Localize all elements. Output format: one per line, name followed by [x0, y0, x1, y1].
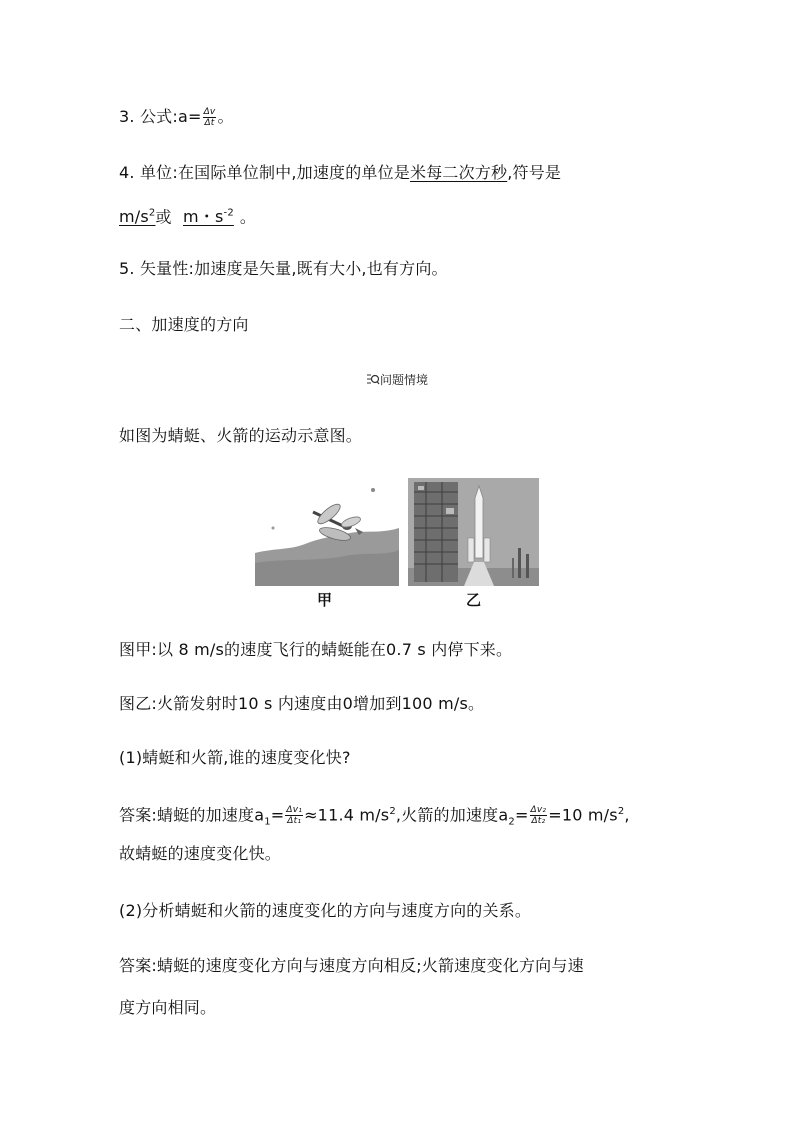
- unit-symbol-1-exp: 2: [148, 208, 156, 219]
- exponent-2: 2: [617, 806, 625, 817]
- subscript-2: 2: [508, 816, 515, 828]
- fraction-2: [530, 805, 548, 826]
- figure-a-description: 图甲:以 8 m/s的速度飞行的蜻蜓能在0.7 s 内停下来。: [119, 640, 513, 659]
- scenario-label: 问题情境: [379, 373, 428, 387]
- figure-b-description: 图乙:火箭发射时10 s 内速度由0增加到100 m/s。: [119, 694, 485, 713]
- subscript-1: 1: [264, 816, 271, 828]
- unit-line-2: [119, 204, 256, 227]
- fraction-1-denominator: Δt₁: [287, 816, 302, 827]
- caption-jia: 甲: [317, 591, 333, 609]
- unit-symbol-2: [177, 207, 240, 226]
- scenario-heading: [0, 371, 794, 388]
- rocket-accel-label: ,火箭的加速度a: [395, 805, 509, 825]
- fraction-2-numerator: Δv₂: [530, 805, 547, 816]
- equals-2: =: [514, 805, 529, 825]
- unit-symbol-2-base: m・s: [182, 207, 224, 227]
- question-1: (1)蜻蜓和火箭,谁的速度变化快?: [119, 748, 351, 767]
- answer-2-line-2: 度方向相同。: [119, 998, 217, 1017]
- fraction-2-denominator: Δt₂: [531, 816, 546, 827]
- question-2: (2)分析蜻蜓和火箭的速度变化的方向与速度方向的关系。: [119, 901, 532, 920]
- answer-2-line-1: 答案:蜻蜓的速度变化方向与速度方向相反;火箭速度变化方向与速: [119, 956, 584, 975]
- formula-line: [119, 107, 234, 128]
- unit-symbol-1: [119, 207, 155, 226]
- equals-1: =: [270, 805, 285, 825]
- answer-1-line-2: 故蜻蜓的速度变化快。: [119, 844, 282, 863]
- answer-1-line-1: [119, 802, 630, 833]
- dragonfly-accel-value: ≈11.4 m/s: [304, 805, 390, 825]
- frac-numerator: Δv: [203, 107, 216, 117]
- fraction-1-numerator: Δv₁: [286, 805, 303, 816]
- intro-text: 如图为蜻蜓、火箭的运动示意图。: [119, 426, 363, 445]
- frac-denominator: Δt: [204, 118, 215, 128]
- fraction-1: [285, 805, 303, 826]
- unit-line-1: [119, 163, 561, 183]
- answer-1-prefix: 答案:蜻蜓的加速度a: [119, 805, 265, 825]
- rocket-accel-value: =10 m/s: [548, 805, 618, 825]
- caption-yi: 乙: [466, 591, 482, 609]
- exponent-1: 2: [389, 806, 396, 817]
- comma: ,: [624, 805, 630, 825]
- unit-text: 4. 单位:在国际单位制中,加速度的单位是: [119, 163, 411, 182]
- formula-prefix: 3. 公式:a=: [119, 107, 202, 126]
- delta-v-over-delta-t: [203, 107, 217, 128]
- formula-suffix: 。: [217, 107, 234, 126]
- section-title: 二、加速度的方向: [119, 315, 249, 334]
- unit-name-underlined: 米每二次方秒: [410, 163, 508, 182]
- unit-symbol-1-base: m/s: [119, 207, 149, 227]
- symbol-label: ,符号是: [507, 163, 562, 182]
- unit-symbol-2-exp: -2: [223, 208, 234, 219]
- or-text: 或: [155, 207, 172, 227]
- rocket-image: [408, 478, 539, 586]
- period: 。: [239, 207, 257, 227]
- vector-line: 5. 矢量性:加速度是矢量,既有大小,也有方向。: [119, 259, 448, 278]
- question-scenario-icon: [366, 373, 380, 385]
- dragonfly-image: [255, 478, 399, 586]
